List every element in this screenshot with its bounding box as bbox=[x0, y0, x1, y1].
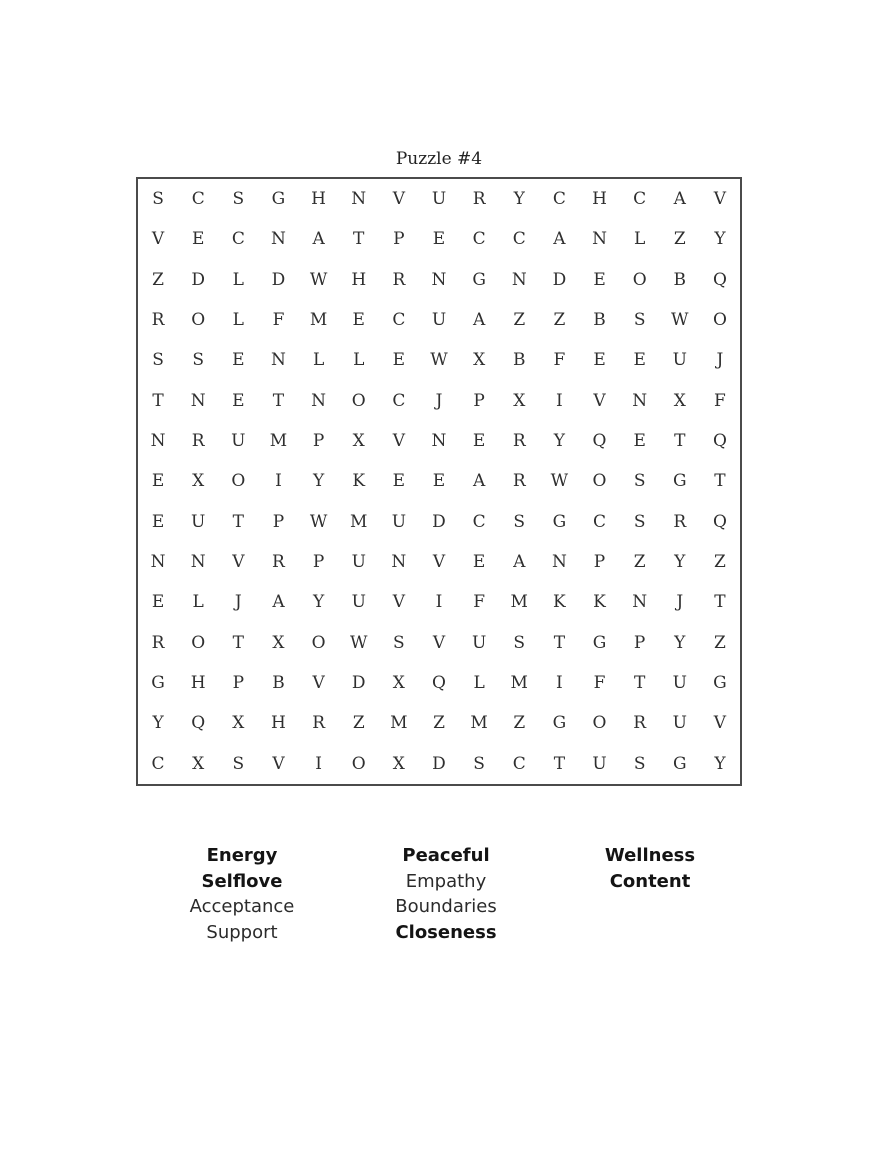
grid-cell: I bbox=[275, 471, 282, 492]
grid-cell: T bbox=[232, 632, 244, 653]
word-search-grid bbox=[136, 177, 742, 786]
grid-cell: T bbox=[232, 511, 244, 532]
grid-cell: W bbox=[671, 310, 689, 331]
grid-cell: G bbox=[672, 471, 687, 492]
grid-cell: N bbox=[511, 269, 527, 290]
grid-cell: O bbox=[351, 390, 366, 411]
grid-cell: Q bbox=[712, 511, 727, 532]
grid-cell: E bbox=[633, 350, 646, 371]
grid-cell: Q bbox=[712, 431, 727, 452]
grid-cell: O bbox=[311, 632, 326, 653]
grid-cell: X bbox=[192, 471, 205, 492]
grid-cell: T bbox=[553, 753, 566, 774]
grid-cell: Z bbox=[513, 713, 526, 734]
grid-cell: F bbox=[553, 350, 566, 371]
grid-cell: O bbox=[231, 471, 246, 492]
grid-cell: U bbox=[351, 592, 366, 613]
grid-cell: E bbox=[151, 592, 165, 613]
grid-cell: G bbox=[672, 753, 687, 774]
grid-cell: Z bbox=[152, 269, 164, 290]
grid-cell: R bbox=[633, 713, 647, 734]
grid-cell: X bbox=[192, 753, 205, 774]
grid-cell: T bbox=[714, 471, 726, 492]
grid-cell: U bbox=[672, 713, 687, 734]
grid-cell: H bbox=[190, 673, 206, 694]
grid-cell: G bbox=[592, 632, 607, 653]
grid-cell: U bbox=[391, 511, 407, 532]
grid-cell: V bbox=[232, 552, 245, 573]
grid-cell: V bbox=[392, 431, 405, 452]
grid-cell: G bbox=[151, 673, 165, 694]
grid-cell: M bbox=[510, 673, 528, 694]
grid-cell: P bbox=[312, 552, 325, 573]
word-list-column bbox=[548, 843, 752, 946]
grid-cell: L bbox=[312, 350, 325, 371]
grid-cell: P bbox=[633, 632, 646, 653]
grid-cell: U bbox=[592, 753, 607, 774]
grid-cell: I bbox=[435, 592, 443, 613]
grid-cell: U bbox=[231, 431, 246, 452]
grid-cell: U bbox=[191, 511, 206, 532]
grid-cell: R bbox=[673, 511, 687, 532]
grid-cell: S bbox=[513, 632, 526, 653]
grid-cell: E bbox=[432, 229, 446, 250]
grid-cell: M bbox=[510, 592, 528, 613]
grid-cell: R bbox=[151, 310, 165, 331]
grid-cell: C bbox=[633, 189, 647, 210]
grid-cell: E bbox=[352, 310, 365, 331]
grid-cell: H bbox=[592, 189, 607, 210]
grid-cell: N bbox=[431, 431, 447, 452]
grid-cell: C bbox=[512, 753, 526, 774]
grid-cell: U bbox=[431, 310, 447, 331]
grid-cell: U bbox=[471, 632, 487, 653]
grid-cell: E bbox=[151, 511, 165, 532]
grid-cell: H bbox=[271, 713, 286, 734]
word-list-column bbox=[140, 843, 344, 946]
grid-cell: O bbox=[592, 713, 607, 734]
word-list-item: Empathy bbox=[405, 870, 487, 892]
grid-cell: U bbox=[672, 673, 687, 694]
grid-cell: D bbox=[191, 269, 206, 290]
grid-cell: N bbox=[551, 552, 567, 573]
grid-cell: A bbox=[472, 471, 486, 492]
grid-cell: E bbox=[472, 552, 486, 573]
grid-cell: R bbox=[392, 269, 406, 290]
grid-cell: O bbox=[191, 310, 206, 331]
grid-cell: S bbox=[633, 310, 646, 331]
grid-cell: K bbox=[553, 592, 566, 613]
grid-cell: E bbox=[593, 269, 606, 290]
grid-cell: C bbox=[472, 511, 486, 532]
word-list-item: Closeness bbox=[395, 922, 497, 944]
grid-cell: P bbox=[593, 552, 606, 573]
grid-cell: C bbox=[552, 189, 566, 210]
grid-cell: L bbox=[353, 350, 365, 371]
grid-cell: A bbox=[272, 592, 285, 613]
grid-cell: M bbox=[390, 713, 408, 734]
grid-cell: D bbox=[351, 673, 366, 694]
grid-cell: F bbox=[272, 310, 285, 331]
grid-cell: G bbox=[552, 511, 567, 532]
grid-cell: N bbox=[271, 350, 286, 371]
grid-cell: C bbox=[191, 189, 205, 210]
grid-cell: C bbox=[151, 753, 165, 774]
grid-cell: B bbox=[673, 269, 687, 290]
grid-cell: N bbox=[190, 390, 206, 411]
grid-cell: E bbox=[151, 471, 165, 492]
grid-cell: H bbox=[311, 189, 326, 210]
grid-cell: S bbox=[473, 753, 485, 774]
grid-cell: E bbox=[232, 390, 245, 411]
grid-cell: S bbox=[152, 189, 164, 210]
grid-cell: F bbox=[593, 673, 606, 694]
grid-cell: P bbox=[473, 390, 485, 411]
grid-cell: W bbox=[550, 471, 569, 492]
grid-cell: N bbox=[431, 269, 447, 290]
grid-cell: X bbox=[473, 350, 486, 371]
grid-cell: Y bbox=[312, 471, 325, 492]
grid-cell: O bbox=[592, 471, 607, 492]
grid-cell: X bbox=[673, 390, 686, 411]
grid-cell: N bbox=[632, 592, 648, 613]
grid-cell: D bbox=[432, 753, 446, 774]
grid-cell: X bbox=[232, 713, 245, 734]
word-list-item: Energy bbox=[206, 845, 278, 866]
grid-cell: Y bbox=[513, 189, 525, 210]
grid-cell: T bbox=[633, 673, 646, 694]
grid-cell: S bbox=[513, 511, 526, 532]
grid-cell: N bbox=[391, 552, 407, 573]
word-list-item: Peaceful bbox=[402, 845, 490, 866]
grid-cell: E bbox=[392, 350, 406, 371]
word-list-item: Acceptance bbox=[189, 896, 295, 918]
grid-cell: D bbox=[432, 511, 446, 532]
grid-cell: T bbox=[353, 229, 365, 250]
grid-cell: G bbox=[472, 269, 486, 290]
grid-cell: A bbox=[553, 229, 566, 250]
grid-cell: O bbox=[632, 269, 647, 290]
grid-cell: V bbox=[432, 552, 446, 573]
grid-cell: S bbox=[633, 471, 646, 492]
grid-cell: Q bbox=[432, 673, 446, 694]
grid-cell: K bbox=[352, 471, 366, 492]
grid-cell: G bbox=[271, 189, 286, 210]
grid-cell: C bbox=[593, 511, 607, 532]
word-list-item: Content bbox=[609, 870, 691, 892]
grid-cell: E bbox=[633, 431, 646, 452]
grid-cell: J bbox=[676, 592, 684, 613]
grid-cell: V bbox=[151, 229, 165, 250]
grid-cell: E bbox=[432, 471, 446, 492]
grid-cell: T bbox=[553, 632, 566, 653]
grid-cell: V bbox=[593, 390, 606, 411]
grid-cell: E bbox=[232, 350, 245, 371]
grid-cell: J bbox=[716, 350, 724, 371]
grid-cell: Z bbox=[714, 552, 726, 573]
grid-cell: U bbox=[672, 350, 687, 371]
grid-cell: W bbox=[309, 269, 328, 290]
grid-cell: S bbox=[633, 753, 646, 774]
grid-cell: R bbox=[272, 552, 285, 573]
grid-cell: S bbox=[152, 350, 164, 371]
grid-cell: U bbox=[351, 552, 366, 573]
grid-cell: N bbox=[632, 390, 648, 411]
grid-cell: S bbox=[633, 511, 646, 532]
grid-cell: S bbox=[393, 632, 405, 653]
grid-cell: R bbox=[151, 632, 165, 653]
grid-cell: X bbox=[272, 632, 285, 653]
grid-cell: Q bbox=[191, 713, 206, 734]
grid-cell: V bbox=[392, 592, 405, 613]
grid-cell: S bbox=[192, 350, 205, 371]
grid-cell: I bbox=[556, 390, 563, 411]
grid-cell: N bbox=[271, 229, 286, 250]
word-list-item: Support bbox=[206, 922, 278, 944]
grid-cell: W bbox=[309, 511, 328, 532]
grid-cell: X bbox=[392, 673, 405, 694]
word-list-column bbox=[344, 843, 548, 946]
grid-cell: C bbox=[392, 310, 406, 331]
grid-cell: L bbox=[192, 592, 204, 613]
grid-cell: V bbox=[432, 632, 446, 653]
grid-cell: R bbox=[472, 189, 486, 210]
grid-cell: C bbox=[231, 229, 245, 250]
grid-cell: O bbox=[351, 753, 366, 774]
grid-cell: Z bbox=[352, 713, 365, 734]
grid-cell: V bbox=[392, 189, 405, 210]
grid-cell: K bbox=[593, 592, 606, 613]
grid-cell: W bbox=[349, 632, 368, 653]
grid-cell: Y bbox=[553, 431, 565, 452]
grid-cell: T bbox=[272, 390, 285, 411]
grid-cell: Y bbox=[714, 753, 726, 774]
grid-cell: R bbox=[512, 431, 526, 452]
grid-cell: O bbox=[191, 632, 206, 653]
grid-cell: C bbox=[392, 390, 406, 411]
word-list-item: Selflove bbox=[201, 870, 283, 892]
word-list bbox=[140, 843, 752, 946]
grid-cell: A bbox=[513, 552, 526, 573]
grid-cell: Z bbox=[513, 310, 526, 331]
grid-cell: M bbox=[309, 310, 328, 331]
grid-cell: E bbox=[191, 229, 205, 250]
grid-cell: L bbox=[634, 229, 646, 250]
grid-cell: L bbox=[232, 269, 244, 290]
grid-cell: V bbox=[713, 713, 727, 734]
grid-cell: N bbox=[592, 229, 607, 250]
grid-cell: R bbox=[512, 471, 526, 492]
grid-cell: F bbox=[473, 592, 486, 613]
grid-cell: F bbox=[714, 390, 726, 411]
grid-cell: N bbox=[351, 189, 367, 210]
grid-cell: D bbox=[271, 269, 286, 290]
grid-cell: V bbox=[713, 189, 727, 210]
grid-cell: T bbox=[152, 390, 164, 411]
grid-cell: W bbox=[430, 350, 448, 371]
grid-cell: R bbox=[312, 713, 325, 734]
grid-cell: G bbox=[552, 713, 567, 734]
grid-cell: A bbox=[312, 229, 325, 250]
grid-cell: V bbox=[312, 673, 325, 694]
grid-cell: T bbox=[714, 592, 726, 613]
grid-cell: G bbox=[713, 673, 727, 694]
grid-cell: B bbox=[272, 673, 285, 694]
grid-cell: T bbox=[674, 431, 686, 452]
grid-cell: U bbox=[431, 189, 447, 210]
grid-cell: S bbox=[232, 189, 245, 210]
grid-cell: S bbox=[232, 753, 245, 774]
grid-cell: Z bbox=[714, 632, 726, 653]
grid-cell: D bbox=[552, 269, 567, 290]
grid-cell: J bbox=[435, 390, 443, 411]
grid-cell: Z bbox=[673, 229, 686, 250]
grid-cell: E bbox=[392, 471, 406, 492]
word-list-item: Wellness bbox=[604, 845, 696, 866]
grid-cell: E bbox=[472, 431, 486, 452]
grid-cell: X bbox=[513, 390, 526, 411]
grid-cell: N bbox=[190, 552, 206, 573]
grid-cell: P bbox=[393, 229, 405, 250]
grid-cell: H bbox=[351, 269, 367, 290]
grid-cell: M bbox=[470, 713, 488, 734]
grid-cell: Z bbox=[553, 310, 566, 331]
grid-cell: X bbox=[392, 753, 405, 774]
grid-cell: Y bbox=[152, 713, 164, 734]
grid-cell: B bbox=[513, 350, 526, 371]
grid-cell: L bbox=[473, 673, 485, 694]
grid-cell: A bbox=[472, 310, 486, 331]
grid-cell: M bbox=[269, 431, 288, 452]
grid-cell: Z bbox=[433, 713, 445, 734]
grid-cell: Y bbox=[714, 229, 726, 250]
grid-cell: C bbox=[472, 229, 486, 250]
grid-cell: P bbox=[312, 431, 325, 452]
grid-cell: Y bbox=[674, 552, 686, 573]
grid-cell: N bbox=[150, 431, 166, 452]
grid-cell: Y bbox=[674, 632, 686, 653]
grid-cell: J bbox=[234, 592, 242, 613]
grid-cell: V bbox=[272, 753, 285, 774]
grid-cell: I bbox=[556, 673, 563, 694]
word-list-item: Boundaries bbox=[395, 896, 497, 918]
grid-cell: E bbox=[593, 350, 606, 371]
grid-cell: M bbox=[350, 511, 368, 532]
grid-cell: C bbox=[512, 229, 526, 250]
grid-cell: N bbox=[150, 552, 166, 573]
grid-cell: B bbox=[593, 310, 606, 331]
grid-cell: P bbox=[232, 673, 245, 694]
grid-cell: X bbox=[352, 431, 365, 452]
puzzle-title: Puzzle #4 bbox=[395, 149, 483, 169]
grid-cell: L bbox=[232, 310, 244, 331]
grid-cell: Q bbox=[712, 269, 727, 290]
grid-cell: Q bbox=[592, 431, 607, 452]
grid-cell: O bbox=[712, 310, 727, 331]
grid-cell: I bbox=[315, 753, 322, 774]
grid-cell: N bbox=[311, 390, 327, 411]
grid-cell: P bbox=[272, 511, 285, 532]
grid-cell: A bbox=[673, 189, 686, 210]
grid-cell: Y bbox=[312, 592, 325, 613]
grid-cell: R bbox=[191, 431, 205, 452]
grid-cell: Z bbox=[633, 552, 646, 573]
